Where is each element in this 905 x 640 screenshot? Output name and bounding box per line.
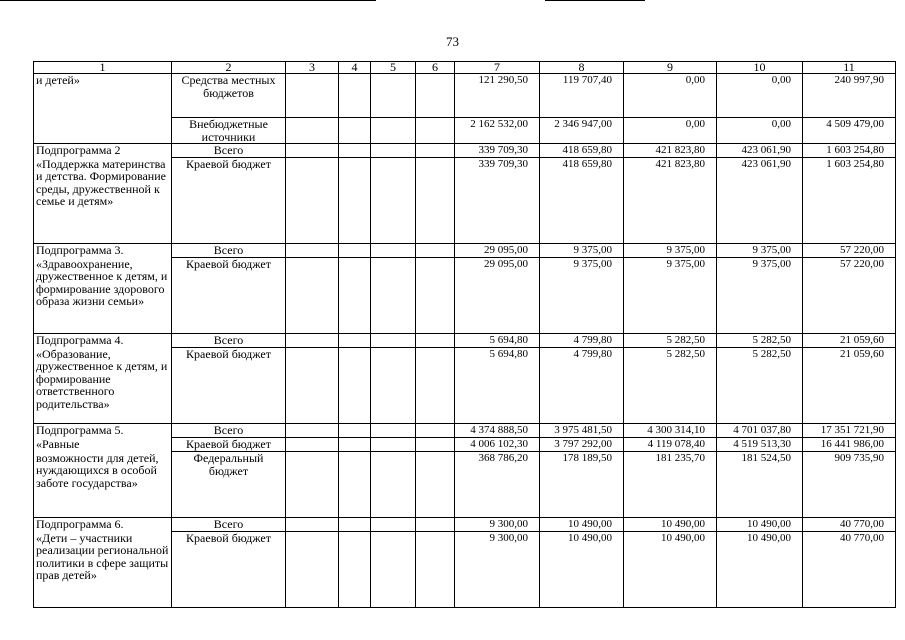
table-row: [34, 74, 896, 118]
column-header: 6: [416, 62, 455, 74]
empty-cell: [286, 334, 339, 348]
budget-table: [33, 61, 896, 608]
empty-cell: [339, 74, 371, 118]
value-col8: 4 799,80: [540, 334, 624, 348]
value-col8: 3 797 292,00: [540, 438, 624, 452]
value-col8: 10 490,00: [540, 518, 624, 532]
value-col11: 4 509 479,00: [803, 118, 896, 144]
value-col8: 3 975 481,50: [540, 424, 624, 438]
row-label: возможности для детей, нуждающихся в особой заботе государства»: [34, 452, 172, 518]
funding-source: Краевой бюджет: [172, 438, 286, 452]
empty-cell: [416, 244, 455, 258]
row-label: «Равные: [34, 438, 172, 452]
table-row: [34, 348, 896, 424]
funding-source: Краевой бюджет: [172, 532, 286, 608]
empty-cell: [416, 158, 455, 244]
column-header: 4: [339, 62, 371, 74]
empty-cell: [371, 118, 416, 144]
empty-cell: [339, 334, 371, 348]
table-row: [34, 258, 896, 334]
column-header: 2: [172, 62, 286, 74]
value-col9: 9 375,00: [624, 258, 717, 334]
table-row: [34, 452, 896, 518]
table-body: [34, 74, 896, 608]
value-col9: 9 375,00: [624, 244, 717, 258]
value-col8: 4 799,80: [540, 348, 624, 424]
empty-cell: [286, 424, 339, 438]
funding-source: Внебюджетные источники: [172, 118, 286, 144]
empty-cell: [371, 74, 416, 118]
empty-cell: [286, 144, 339, 158]
funding-source: Всего: [172, 144, 286, 158]
row-label: «Поддержка материнства и детства. Формирование среды, дружественной к семье и детям»: [34, 158, 172, 244]
value-col10: 0,00: [717, 118, 803, 144]
value-col10: 4 519 513,30: [717, 438, 803, 452]
row-label: Подпрограмма 3.: [34, 244, 172, 258]
empty-cell: [286, 518, 339, 532]
value-col10: 5 282,50: [717, 334, 803, 348]
empty-cell: [371, 518, 416, 532]
header-row: [34, 62, 896, 74]
empty-cell: [286, 118, 339, 144]
value-col8: 9 375,00: [540, 258, 624, 334]
value-col11: 16 441 986,00: [803, 438, 896, 452]
value-col11: 40 770,00: [803, 532, 896, 608]
value-col8: 9 375,00: [540, 244, 624, 258]
column-header: 11: [803, 62, 896, 74]
value-col7: 5 694,80: [455, 334, 540, 348]
empty-cell: [416, 348, 455, 424]
empty-cell: [286, 74, 339, 118]
value-col11: 21 059,60: [803, 348, 896, 424]
row-label: Подпрограмма 5.: [34, 424, 172, 438]
empty-cell: [416, 532, 455, 608]
empty-cell: [339, 518, 371, 532]
column-header: 8: [540, 62, 624, 74]
empty-cell: [416, 452, 455, 518]
table-row: [34, 144, 896, 158]
value-col11: 1 603 254,80: [803, 158, 896, 244]
value-col9: 421 823,80: [624, 158, 717, 244]
empty-cell: [286, 158, 339, 244]
funding-source: Всего: [172, 244, 286, 258]
funding-source: Всего: [172, 334, 286, 348]
table-row: [34, 334, 896, 348]
funding-source: Средства местных бюджетов: [172, 74, 286, 118]
column-header: 5: [371, 62, 416, 74]
empty-cell: [371, 348, 416, 424]
row-label: Подпрограмма 6.: [34, 518, 172, 532]
column-header: 3: [286, 62, 339, 74]
table-row: [34, 438, 896, 452]
value-col10: 0,00: [717, 74, 803, 118]
row-label: «Дети – участники реализации региональной политики в сфере защиты прав детей»: [34, 532, 172, 608]
empty-cell: [416, 118, 455, 144]
value-col9: 4 119 078,40: [624, 438, 717, 452]
value-col11: 21 059,60: [803, 334, 896, 348]
empty-cell: [371, 532, 416, 608]
column-header: 10: [717, 62, 803, 74]
row-label: «Образование, дружественное к детям, и формирование ответственного родительства»: [34, 348, 172, 424]
value-col10: 9 375,00: [717, 258, 803, 334]
table-header: [34, 62, 896, 74]
row-label: Подпрограмма 2: [34, 144, 172, 158]
empty-cell: [371, 334, 416, 348]
empty-cell: [286, 244, 339, 258]
funding-source: Краевой бюджет: [172, 258, 286, 334]
empty-cell: [416, 258, 455, 334]
empty-cell: [339, 244, 371, 258]
row-label: Подпрограмма 4.: [34, 334, 172, 348]
value-col8: 2 346 947,00: [540, 118, 624, 144]
value-col8: 10 490,00: [540, 532, 624, 608]
table-row: [34, 244, 896, 258]
value-col7: 339 709,30: [455, 144, 540, 158]
row-label: и детей»: [34, 74, 172, 118]
value-col7: 5 694,80: [455, 348, 540, 424]
value-col10: 10 490,00: [717, 518, 803, 532]
value-col9: 5 282,50: [624, 334, 717, 348]
value-col9: 421 823,80: [624, 144, 717, 158]
value-col11: 57 220,00: [803, 258, 896, 334]
empty-cell: [339, 118, 371, 144]
empty-cell: [416, 334, 455, 348]
value-col7: 9 300,00: [455, 518, 540, 532]
value-col9: 5 282,50: [624, 348, 717, 424]
empty-cell: [416, 74, 455, 118]
funding-source: Краевой бюджет: [172, 348, 286, 424]
empty-cell: [339, 452, 371, 518]
empty-cell: [339, 158, 371, 244]
value-col8: 178 189,50: [540, 452, 624, 518]
table-row: [34, 532, 896, 608]
value-col11: 1 603 254,80: [803, 144, 896, 158]
value-col7: 4 374 888,50: [455, 424, 540, 438]
value-col10: 423 061,90: [717, 158, 803, 244]
value-col9: 4 300 314,10: [624, 424, 717, 438]
empty-cell: [371, 144, 416, 158]
value-col7: 4 006 102,30: [455, 438, 540, 452]
empty-cell: [286, 258, 339, 334]
funding-source: Краевой бюджет: [172, 158, 286, 244]
empty-cell: [339, 438, 371, 452]
value-col11: 40 770,00: [803, 518, 896, 532]
page-number: 73: [446, 34, 459, 49]
value-col7: 339 709,30: [455, 158, 540, 244]
empty-cell: [371, 438, 416, 452]
empty-cell: [416, 424, 455, 438]
value-col11: 240 997,90: [803, 74, 896, 118]
value-col11: 57 220,00: [803, 244, 896, 258]
empty-cell: [416, 144, 455, 158]
table-row: [34, 158, 896, 244]
value-col8: 418 659,80: [540, 158, 624, 244]
value-col8: 119 707,40: [540, 74, 624, 118]
empty-cell: [286, 532, 339, 608]
column-header: 9: [624, 62, 717, 74]
value-col11: 909 735,90: [803, 452, 896, 518]
value-col11: 17 351 721,90: [803, 424, 896, 438]
empty-cell: [339, 348, 371, 424]
funding-source: Всего: [172, 518, 286, 532]
top-rule-left: [0, 0, 376, 1]
value-col7: 9 300,00: [455, 532, 540, 608]
row-label: «Здравоохранение, дружественное к детям, и формирование здорового образа жизни семьи»: [34, 258, 172, 334]
value-col7: 2 162 532,00: [455, 118, 540, 144]
empty-cell: [339, 532, 371, 608]
value-col10: 5 282,50: [717, 348, 803, 424]
value-col10: 423 061,90: [717, 144, 803, 158]
empty-cell: [286, 438, 339, 452]
empty-cell: [339, 258, 371, 334]
empty-cell: [371, 258, 416, 334]
value-col7: 121 290,50: [455, 74, 540, 118]
empty-cell: [371, 424, 416, 438]
value-col9: 0,00: [624, 74, 717, 118]
empty-cell: [416, 438, 455, 452]
value-col7: 368 786,20: [455, 452, 540, 518]
funding-source: Федеральный бюджет: [172, 452, 286, 518]
table-row: [34, 518, 896, 532]
value-col8: 418 659,80: [540, 144, 624, 158]
empty-cell: [371, 452, 416, 518]
value-col10: 181 524,50: [717, 452, 803, 518]
row-label: [34, 118, 172, 144]
column-header: 7: [455, 62, 540, 74]
table-row: [34, 424, 896, 438]
top-rule-right: [545, 0, 645, 1]
empty-cell: [339, 144, 371, 158]
empty-cell: [286, 348, 339, 424]
value-col7: 29 095,00: [455, 244, 540, 258]
empty-cell: [286, 452, 339, 518]
value-col7: 29 095,00: [455, 258, 540, 334]
value-col9: 10 490,00: [624, 518, 717, 532]
empty-cell: [371, 244, 416, 258]
value-col9: 0,00: [624, 118, 717, 144]
value-col10: 10 490,00: [717, 532, 803, 608]
value-col9: 10 490,00: [624, 532, 717, 608]
value-col10: 9 375,00: [717, 244, 803, 258]
funding-source: Всего: [172, 424, 286, 438]
value-col9: 181 235,70: [624, 452, 717, 518]
value-col10: 4 701 037,80: [717, 424, 803, 438]
empty-cell: [339, 424, 371, 438]
empty-cell: [416, 518, 455, 532]
empty-cell: [371, 158, 416, 244]
table-row: [34, 118, 896, 144]
column-header: 1: [34, 62, 172, 74]
